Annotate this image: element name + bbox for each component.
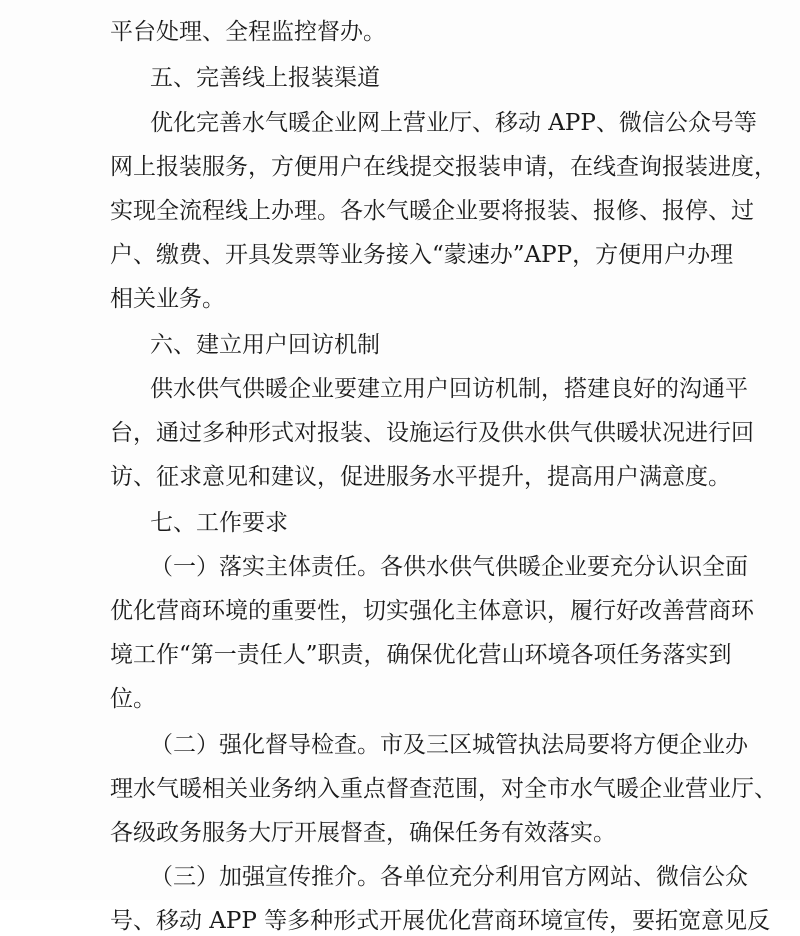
paragraph-line: 实现全流程线上办理。各水气暖企业要将报装、报修、报停、过 bbox=[110, 198, 754, 224]
paragraph-first-line: （三）加强宣传推介。各单位充分利用官方网站、微信公众 bbox=[150, 864, 748, 890]
section-heading-7: 七、工作要求 bbox=[150, 510, 288, 536]
paragraph-last-line: 位。 bbox=[110, 686, 156, 712]
paragraph-last-line: 访、征求意见和建议，促进服务水平提升，提高用户满意度。 bbox=[110, 464, 731, 490]
paragraph-last-line: 相关业务。 bbox=[110, 286, 225, 312]
section-heading-6: 六、建立用户回访机制 bbox=[150, 332, 380, 358]
paragraph-line: 户、缴费、开具发票等业务接入“蒙速办”APP，方便用户办理 bbox=[110, 242, 734, 268]
paragraph-line: 优化营商环境的重要性，切实强化主体意识，履行好改善营商环 bbox=[110, 598, 754, 624]
paragraph-line: 号、移动 APP 等多种形式开展优化营商环境宣传，要拓宽意见反 bbox=[110, 908, 771, 934]
paragraph-first-line: 优化完善水气暖企业网上营业厅、移动 APP、微信公众号等 bbox=[150, 110, 757, 136]
paragraph-line: 境工作“第一责任人”职责，确保优化营山环境各项任务落实到 bbox=[110, 642, 732, 668]
paragraph-last-line: 各级政务服务大厅开展督查，确保任务有效落实。 bbox=[110, 820, 616, 846]
paragraph-first-line: （二）强化督导检查。市及三区城管执法局要将方便企业办 bbox=[150, 732, 748, 758]
paragraph-line: 台，通过多种形式对报装、设施运行及供水供气供暖状况进行回 bbox=[110, 420, 754, 446]
paragraph-line: 网上报装服务，方便用户在线提交报装申请，在线查询报装进度， bbox=[110, 154, 777, 180]
paragraph-first-line: 供水供气供暖企业要建立用户回访机制，搭建良好的沟通平 bbox=[150, 376, 748, 402]
paragraph-line: 理水气暖相关业务纳入重点督查范围，对全市水气暖企业营业厅、 bbox=[110, 776, 777, 802]
section-heading-5: 五、完善线上报装渠道 bbox=[150, 65, 380, 91]
body-line: 平台处理、全程监控督办。 bbox=[110, 19, 386, 45]
paragraph-first-line: （一）落实主体责任。各供水供气供暖企业要充分认识全面 bbox=[150, 554, 748, 580]
